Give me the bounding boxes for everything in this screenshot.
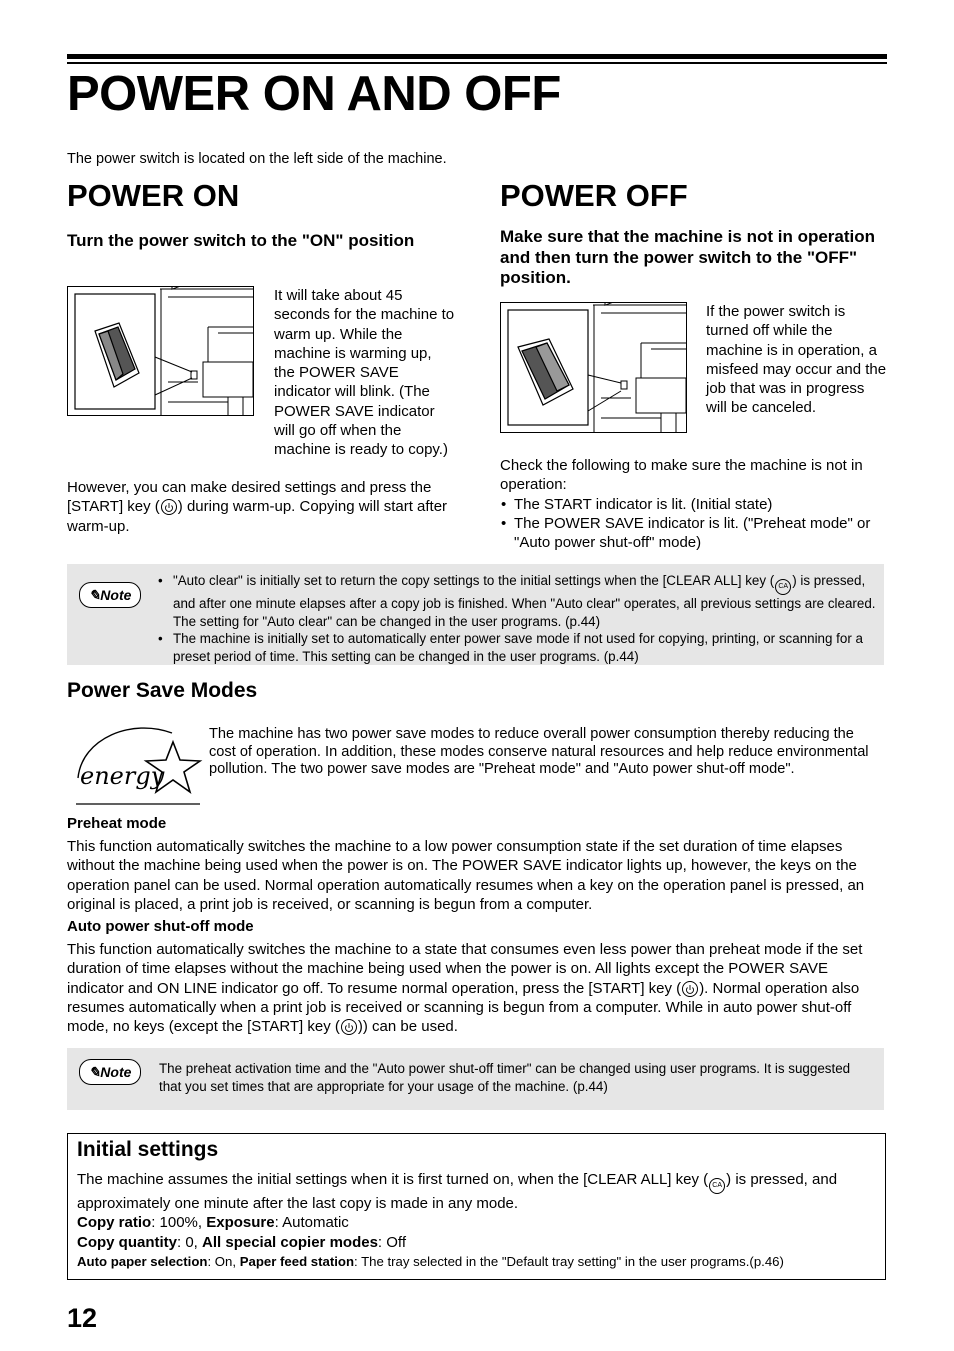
note-1-list (158, 572, 878, 665)
clear-all-key-icon: CA (775, 579, 791, 595)
power-save-heading: Power Save Modes (67, 679, 258, 702)
page-number: 12 (67, 1303, 98, 1333)
note-label-2 (79, 1059, 141, 1085)
energy-star-logo (72, 718, 206, 806)
auto-shutoff-heading: Auto power shut-off mode (67, 918, 254, 935)
pencil-icon: ✎ (88, 587, 101, 603)
power-on-switch-figure (67, 286, 254, 416)
power-on-more-text: However, you can make desired settings and press the [START] key ( ) during warm-up. Copying will start after warm-up. (67, 479, 448, 535)
initial-line-paper: Auto paper selection: On, Paper feed station: The tray selected in the "Default tray setting" in the user programs.(p.46) (77, 1253, 784, 1269)
note-2-text: The preheat activation time and the "Auto power shut-off timer" can be changed using user programs. It is suggested that you set times that are appropriate for your usage of the machine. (p.44) (159, 1061, 851, 1094)
power-save-intro: The machine has two power save modes to reduce overall power consumption thereby reducing the cost of operation. In addition, these modes conserve natural resources and help reduce environmental pollution. The two power save modes are "Preheat mode" and "Auto power shut-off mode". (209, 726, 869, 778)
power-off-heading: POWER OFF (500, 178, 688, 213)
page-title: POWER ON AND OFF (67, 67, 561, 121)
note-label-1 (79, 582, 141, 608)
initial-line-copy-ratio: Copy ratio: 100%, Exposure: Automatic (77, 1214, 349, 1232)
power-off-side-text: If the power switch is turned off while the machine is in operation, a misfeed may occur and the job that was in progress will be canceled. (706, 303, 887, 417)
start-key-icon (161, 499, 177, 515)
start-key-icon (682, 981, 698, 997)
initial-settings-heading: Initial settings (77, 1138, 219, 1161)
power-on-side-text: It will take about 45 seconds for the machine to warm up. While the machine is warming up, the POWER SAVE indicator will blink. (The POWER SAVE indicator will go off when the machine is ready to copy.) (274, 287, 455, 459)
header-rule-thick (67, 54, 887, 59)
initial-settings-box (67, 1133, 886, 1280)
pencil-icon: ✎ (88, 1064, 101, 1080)
power-on-heading: POWER ON (67, 178, 240, 213)
power-off-check-intro: Check the following to make sure the machine is not in operation: (500, 457, 863, 494)
list-item: • The START indicator is lit. (Initial state) (500, 495, 890, 514)
list-item: • "Auto clear" is initially set to return the copy settings to the initial settings when the [CLEAR ALL] key ( CA ) is pressed, and after one minute elapses after a copy job is finished. When "Auto clear" operates, all previous settings are cleared. The setting for "Auto clear" can be changed in the user programs. (p.44) (158, 572, 878, 630)
preheat-heading: Preheat mode (67, 815, 167, 832)
clear-all-key-icon: CA (709, 1178, 725, 1194)
note-icon: ✎Note (79, 1059, 141, 1085)
list-item: • The machine is initially set to automatically enter power save mode if not used for copying, printing, or scanning for a preset period of time. This setting can be changed in the user programs. (p.44) (158, 630, 878, 665)
power-off-check-list (500, 495, 890, 553)
list-item: • The POWER SAVE indicator is lit. ("Preheat mode" or "Auto power shut-off" mode) (500, 514, 890, 553)
energy-logo-text: energy (80, 762, 165, 790)
initial-settings-text: The machine assumes the initial settings when it is first turned on, when the [CLEAR ALL] key ( CA ) is pressed, and approximately one minute after the last copy is made in any mode. Copy ratio: 100%, Exposure: Automatic Copy quantity: 0, All special copier modes: Off Auto paper selection: On, Paper feed station: The tray selected in the "Default tray setting" in the user programs.(p.46) (77, 1170, 877, 1271)
initial-line-copy-quantity: Copy quantity: 0, All special copier modes: Off (77, 1233, 406, 1251)
power-off-switch-figure (500, 302, 687, 433)
preheat-text: This function automatically switches the machine to a low power consumption state if the set duration of time elapses without the machine being used when the power is on. The POWER SAVE indicator lights up, however, the keys on the operation panel can be used. Normal operation automatically resumes when a key on the operation panel is pressed, an original is placed, a print job is received, or scanning is begun from a computer. (67, 838, 865, 913)
power-on-step: Turn the power switch to the "ON" position (67, 231, 415, 250)
note-box-1 (67, 564, 884, 665)
auto-shutoff-text: This function automatically switches the machine to a state that consumes even less power than preheat mode if the set duration of time elapses without the machine being used when the power is on. All lights except the POWER SAVE indicator and ON LINE indicator go off. To resume normal operation, press the [START] key ( ). Normal operation also resumes automatically when a print job is received or scanning is begun from a computer. While in auto power shut-off mode, no keys (except the [START] key ( )) can be used. (67, 941, 863, 1036)
note-icon: ✎Note (79, 582, 141, 608)
start-key-icon (341, 1019, 357, 1035)
note-box-2 (67, 1048, 884, 1110)
header-rule-thin (67, 62, 887, 64)
power-off-check (500, 456, 890, 552)
power-off-step: Make sure that the machine is not in operation and then turn the power switch to the "OFF" position. (500, 227, 876, 287)
intro-text: The power switch is located on the left side of the machine. (67, 151, 447, 167)
